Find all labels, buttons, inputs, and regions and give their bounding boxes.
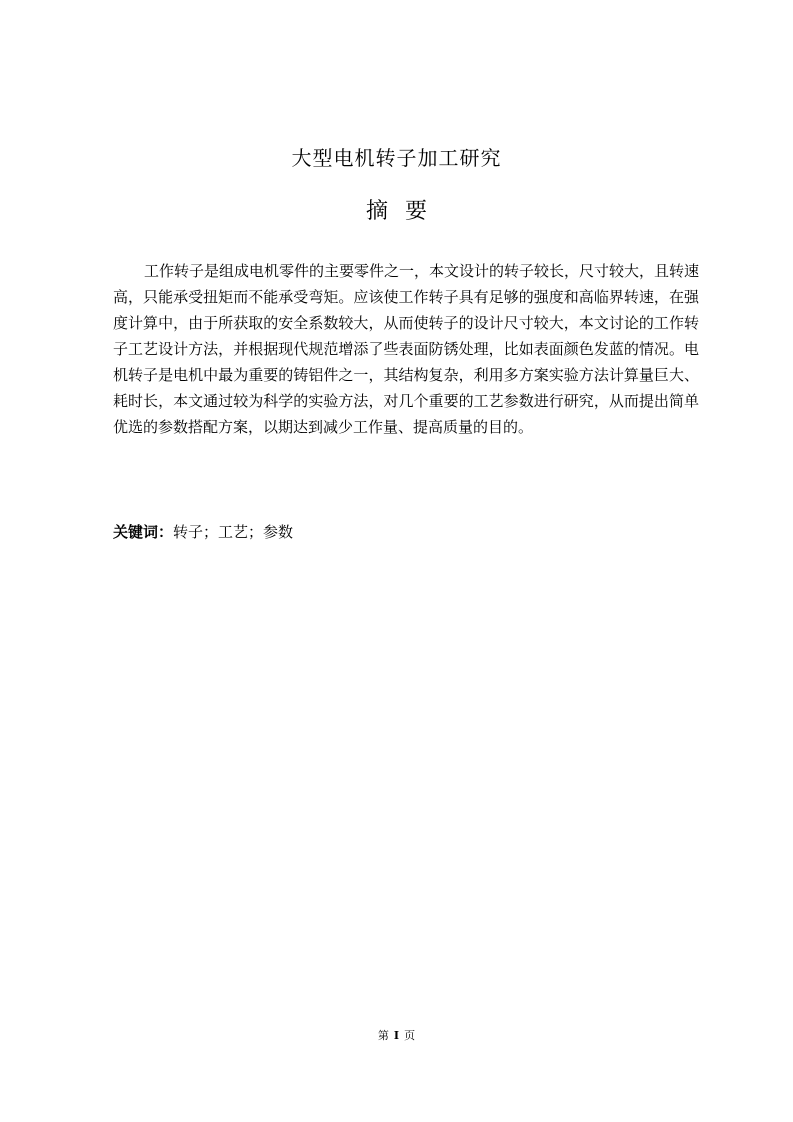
page-footer	[0, 1029, 793, 1043]
page-number: I	[393, 1029, 400, 1042]
keywords-line	[113, 519, 699, 545]
abstract-body: 工作转子是组成电机零件的主要零件之一，本文设计的转子较长，尺寸较大，且转速高，只能承受扭矩而不能承受弯矩。应该使工作转子具有足够的强度和高临界转速，在强度计算中，由于所获取的安全系数较大，从而使转子的设计尺寸较大，本文讨论的工作转子工艺设计方法，并根据现代规范增添了些表面防锈处理，比如表面颜色发蓝的情况。电机转子是电机中最为重要的铸铝件之一，其结构复杂，利用多方案实验方法计算量巨大、耗时长，本文通过较为科学的实验方法，对几个重要的工艺参数进行研究，从而提出简单优选的参数搭配方案，以期达到减少工作量、提高质量的目的。	[113, 262, 700, 436]
keywords-label: 关键词：	[113, 523, 174, 541]
footer-prefix: 第	[377, 1029, 389, 1042]
keywords-value: 转子；工艺；参数	[173, 523, 294, 541]
document-title: 大型电机转子加工研究	[291, 146, 502, 170]
footer-suffix: 页	[404, 1029, 416, 1042]
abstract-heading: 摘 要	[366, 199, 427, 224]
